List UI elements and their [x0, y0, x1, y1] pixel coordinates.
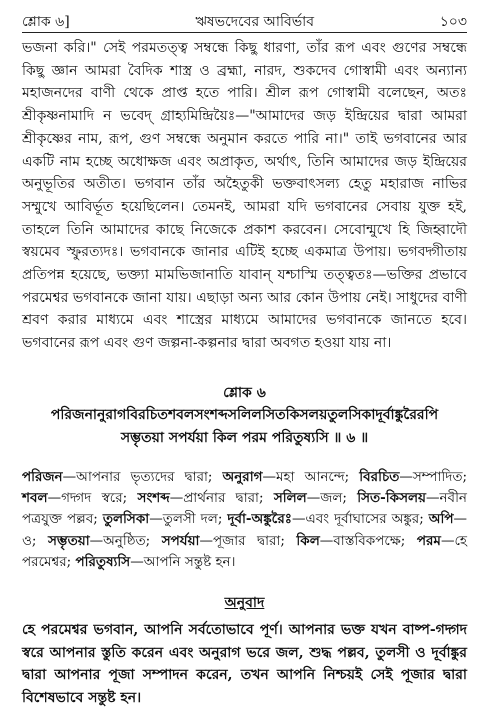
- synonym-meaning: গদ্গদ স্বরে;: [61, 490, 138, 507]
- synonym-meaning: আপনার ভৃত্যদের দ্বারা;: [76, 468, 223, 485]
- synonym-word: অনুরাগ: [222, 468, 263, 485]
- verse-line-1: পরিজনানুরাগবিরচিতশবলসংশব্দসলিলসিতকিসলয়তুলসিকাদূর্বাঙ্কুরৈরপি: [50, 406, 439, 423]
- synonym-word: সংশব্দ: [137, 490, 170, 507]
- synonym-word: পরিজন: [22, 468, 63, 485]
- synonym-meaning: হে পরমেশ্বর;: [22, 532, 468, 571]
- header-chapter-title: ঋষভদেবের আবির্ভাব: [195, 14, 315, 30]
- synonym-word: অপি: [428, 511, 454, 528]
- synonym-word: পরম: [416, 532, 441, 549]
- synonym-meaning: মহা আনন্দে;: [276, 468, 360, 485]
- synonym-word: দূর্বা-অঙ্কুরৈঃ: [227, 511, 292, 528]
- synonym-meaning: তুলসী দল;: [162, 511, 228, 528]
- translation-heading: অনুবাদ: [224, 595, 265, 612]
- running-head: [22, 10, 467, 32]
- synonym-word: বিরচিত: [359, 468, 400, 485]
- synonym-meaning: অনুষ্ঠিত;: [103, 532, 162, 549]
- verse-line-2: সম্ভৃতয়া সপর্যয়া কিল পরম পরিতুষ্যসি ॥ ৬ ॥: [120, 429, 369, 446]
- verse-label: শ্লোক ৬: [223, 384, 266, 401]
- synonym-word: সিত-কিসলয়: [357, 490, 426, 507]
- synonym-meaning: সম্পাদিত;: [412, 468, 467, 485]
- synonyms-section: পরিজন—আপনার ভৃত্যদের দ্বারা; অনুরাগ—মহা আনন্দে; বিরচিত—সম্পাদিত; শবল—গদ্গদ স্বরে; সংশব্দ—প্রার্থনার দ্বারা; সলিল—জল; সিত-কিসলয়—নবীন পত্রযুক্ত পল্লব; তুলসিকা—তুলসী দল; দূর্বা-অঙ্কুরৈঃ—এবং দূর্বাঘাসের অঙ্কুর; অপি—ও; সম্ভৃতয়া—অনুষ্ঠিত; সপর্যয়া—পূজার দ্বারা; কিল—বাস্তবিকপক্ষে; পরম—হে পরমেশ্বর; পরিতুষ্যসি—আপনি সন্তুষ্ট হন।: [22, 468, 468, 571]
- synonym-word: তুলসিকা: [102, 511, 150, 528]
- synonym-meaning: ও;: [22, 532, 49, 549]
- synonym-word: সপর্যয়া: [161, 532, 200, 549]
- synonym-word: পরিতুষ্যসি: [75, 554, 131, 571]
- synonym-word: সম্ভৃতয়া: [48, 532, 90, 549]
- synonym-meaning: এবং দূর্বাঘাসের অঙ্কুর;: [305, 511, 429, 528]
- purport-paragraph: ভজনা করি।" সেই পরমতত্ত্ব সম্বন্ধে কিছু ধারণা, তাঁর রূপ এবং গুণের সম্বন্ধে কিছু জ্ঞান আমরা বৈদিক শাস্ত্র ও ব্রহ্মা, নারদ, শুকদেব গোস্বামী এবং অন্যান্য মহাজনদের বাণী থেকে প্রাপ্ত হতে পারি। শ্রীল রূপ গোস্বামী বলেছেন, অতঃ শ্রীকৃষ্ণনামাদি ন ভবেদ্ গ্রাহ্যমিন্দ্রিয়ৈঃ—"আমাদের জড় ইন্দ্রিয়ের দ্বারা আমরা শ্রীকৃষ্ণের নাম, রূপ, গুণ সম্বন্ধে অনুমান করতে পারি না।" তাই ভগবানের আর একটি নাম হচ্ছে অধোক্ষজ এবং অপ্রাকৃত, অর্থাৎ, তিনি আমাদের জড় ইন্দ্রিয়ের অনুভূতির অতীত। ভগবান তাঁর অহৈতুকী ভক্তবাৎসল্য হেতু মহারাজ নাভির সম্মুখে আবির্ভূত হয়েছিলেন। তেমনই, আমরা যদি ভগবানের সেবায় যুক্ত হই, তাহলে তিনি আমাদের কাছে নিজেকে প্রকাশ করবেন। সেবোন্মুখে হি জিহ্বাদৌ স্বয়মেব স্ফুরত্যদঃ। ভগবানকে জানার এটিই হচ্ছে একমাত্র উপায়। ভগবদ্গীতায় প্রতিপন্ন হয়েছে, ভক্ত্যা মামভিজানাতি যাবান্ যশ্চাস্মি তত্ত্বতঃ—ভক্তির প্রভাবে পরমেশ্বর ভগবানকে জানা যায়। এছাড়া অন্য আর কোন উপায় নেই। সাধুদের বাণী শ্রবণ করার মাধ্যমে এবং শাস্ত্রের মাধ্যমে আমাদের ভগবানকে জানতে হবে। ভগবানের রূপ এবং গুণ জল্পনা-কল্পনার দ্বারা অবগত হওয়া যায় না।: [22, 40, 467, 352]
- synonym-word: কিল: [296, 532, 320, 549]
- page-number: ১০৩: [439, 14, 467, 30]
- translation-text: হে পরমেশ্বর ভগবান, আপনি সর্বতোভাবে পূর্ণ। আপনার ভক্ত যখন বাষ্প-গদ্গদ স্বরে আপনার স্তুতি করেন এবং অনুরাগ ভরে জল, শুদ্ধ পল্লব, তুলসী ও দূর্বাঙ্কুর দ্বারা আপনার পূজা সম্পাদন করেন, তখন আপনি নিশ্চয়ই সেই পূজার দ্বারা বিশেষভাবে সন্তুষ্ট হন।: [22, 622, 467, 706]
- synonym-meaning: পূজার দ্বারা;: [212, 532, 297, 549]
- synonym-word: শবল: [22, 490, 48, 507]
- synonym-word: সলিল: [273, 490, 307, 507]
- synonym-meaning: আপনি সন্তুষ্ট হন।: [143, 554, 236, 571]
- verse-section: [22, 383, 467, 449]
- synonym-meaning: প্রার্থনার দ্বারা;: [183, 490, 274, 507]
- synonym-meaning: বাস্তবিকপক্ষে;: [333, 532, 417, 549]
- header-verse-ref: শ্লোক ৬]: [22, 14, 70, 30]
- synonym-meaning: নবীন পত্রযুক্ত পল্লব;: [22, 490, 467, 528]
- purport-section: [22, 37, 467, 355]
- synonym-meaning: জল;: [320, 490, 358, 507]
